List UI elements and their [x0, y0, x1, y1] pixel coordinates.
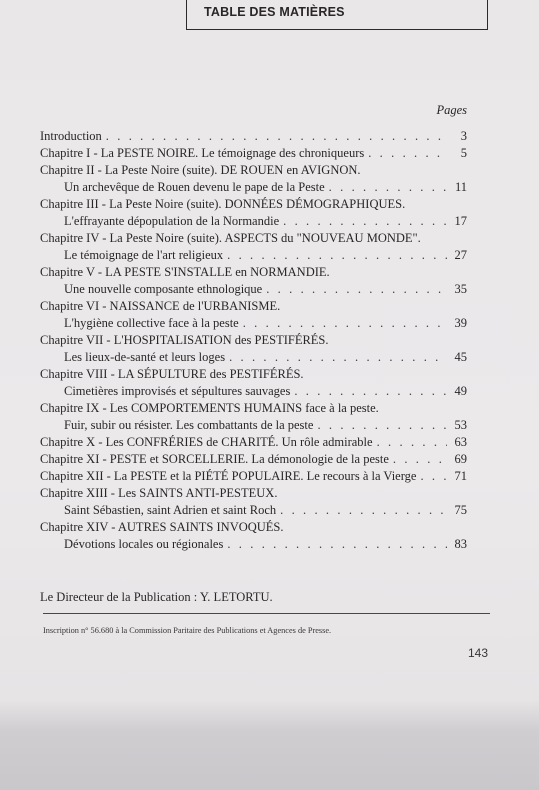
pages-column-label: Pages	[436, 103, 467, 117]
toc-entry-text: Saint Sébastien, saint Adrien et saint Roch	[64, 503, 277, 517]
toc-entry	[40, 434, 467, 451]
toc-entry-heading	[40, 162, 467, 179]
toc-page-number: 63	[454, 435, 467, 449]
toc-entry-text: Dévotions locales ou régionales	[64, 537, 224, 551]
dot-leader	[317, 417, 447, 434]
toc-page-number: 49	[454, 384, 467, 398]
toc-entry	[40, 230, 467, 264]
toc-entry-text: Chapitre VII - L'HOSPITALISATION des PESTIFÉRÉS.	[40, 333, 329, 347]
toc-entry-text: Chapitre X - Les CONFRÉRIES de CHARITÉ. Un rôle admirable	[40, 435, 373, 449]
toc-entry-heading	[40, 196, 467, 213]
dot-leader	[393, 451, 447, 468]
toc-entry-text: Chapitre XIV - AUTRES SAINTS INVOQUÉS.	[40, 520, 284, 534]
toc-entry-text: Chapitre VIII - LA SÉPULTURE des PESTIFÉRÉS.	[40, 367, 304, 381]
toc-page-number: 17	[454, 214, 467, 228]
table-of-contents	[40, 128, 467, 553]
toc-entry-subtitle	[40, 502, 467, 519]
dot-leader	[377, 434, 447, 451]
toc-entry-text: L'hygiène collective face à la peste	[64, 316, 239, 330]
toc-entry-subtitle	[40, 417, 467, 434]
toc-page-number: 71	[454, 469, 467, 483]
toc-entry	[40, 162, 467, 196]
dot-leader	[227, 247, 447, 264]
toc-entry-heading	[40, 264, 467, 281]
toc-entry	[40, 128, 467, 145]
dot-leader	[294, 383, 447, 400]
toc-entry	[40, 145, 467, 162]
toc-entry-subtitle	[40, 247, 467, 264]
toc-entry-text: Chapitre XIII - Les SAINTS ANTI-PESTEUX.	[40, 486, 278, 500]
divider-rule	[43, 613, 490, 614]
toc-entry-subtitle	[40, 349, 467, 366]
toc-page-number: 5	[460, 146, 467, 160]
toc-entry	[40, 264, 467, 298]
dot-leader	[420, 468, 447, 485]
toc-entry	[40, 366, 467, 400]
toc-entry-subtitle	[40, 536, 467, 553]
dot-leader	[368, 145, 447, 162]
toc-entry-text: Chapitre XI - PESTE et SORCELLERIE. La démonologie de la peste	[40, 452, 389, 466]
page-number: 143	[468, 646, 489, 660]
toc-page-number: 53	[454, 418, 467, 432]
toc-page-number: 35	[454, 282, 467, 296]
dot-leader	[227, 536, 447, 553]
toc-entry-heading	[40, 145, 467, 162]
toc-entry-text: Cimetières improvisés et sépultures sauvages	[64, 384, 291, 398]
toc-entry-text: Fuir, subir ou résister. Les combattants de la peste	[64, 418, 314, 432]
toc-entry	[40, 468, 467, 485]
toc-page-number: 69	[454, 452, 467, 466]
toc-entry-text: Les lieux-de-santé et leurs loges	[64, 350, 226, 364]
page-shadow	[0, 700, 539, 790]
toc-entry-heading	[40, 468, 467, 485]
toc-entry-subtitle	[40, 315, 467, 332]
dot-leader	[106, 128, 447, 145]
toc-page-number: 83	[454, 537, 467, 551]
toc-entry-text: Chapitre IV - La Peste Noire (suite). ASPECTS du "NOUVEAU MONDE".	[40, 231, 421, 245]
toc-entry-heading	[40, 485, 467, 502]
toc-entry-text: Chapitre II - La Peste Noire (suite). DE ROUEN en AVIGNON.	[40, 163, 361, 177]
toc-page-number: 11	[454, 180, 467, 194]
toc-entry	[40, 298, 467, 332]
toc-entry-heading	[40, 332, 467, 349]
toc-entry-heading	[40, 128, 467, 145]
toc-entry-heading	[40, 230, 467, 247]
toc-entry	[40, 332, 467, 366]
toc-entry-text: Chapitre I - La PESTE NOIRE. Le témoignage des chroniqueurs	[40, 146, 365, 160]
toc-entry-heading	[40, 366, 467, 383]
toc-entry-text: Un archevêque de Rouen devenu le pape de la Peste	[64, 180, 325, 194]
toc-page-number: 27	[454, 248, 467, 262]
toc-page-number: 45	[454, 350, 467, 364]
dot-leader	[329, 179, 447, 196]
toc-entry-text: L'effrayante dépopulation de la Normandie	[64, 214, 280, 228]
toc-entry	[40, 196, 467, 230]
toc-entry-text: Chapitre III - La Peste Noire (suite). DONNÉES DÉMOGRAPHIQUES.	[40, 197, 406, 211]
toc-entry-heading	[40, 434, 467, 451]
toc-entry-heading	[40, 400, 467, 417]
toc-entry-text: Chapitre VI - NAISSANCE de l'URBANISME.	[40, 299, 281, 313]
toc-entry-text: Chapitre IX - Les COMPORTEMENTS HUMAINS face à la peste.	[40, 401, 379, 415]
toc-entry-heading	[40, 519, 467, 536]
dot-leader	[266, 281, 447, 298]
toc-entry-heading	[40, 451, 467, 468]
toc-entry-text: Chapitre XII - La PESTE et la PIÉTÉ POPULAIRE. Le recours à la Vierge	[40, 469, 417, 483]
toc-entry-subtitle	[40, 383, 467, 400]
dot-leader	[280, 502, 447, 519]
dot-leader	[243, 315, 447, 332]
toc-page-number: 3	[460, 129, 467, 143]
toc-entry-text: Chapitre V - LA PESTE S'INSTALLE en NORMANDIE.	[40, 265, 330, 279]
toc-entry-text: Une nouvelle composante ethnologique	[64, 282, 263, 296]
toc-entry-subtitle	[40, 281, 467, 298]
toc-page-number: 75	[454, 503, 467, 517]
director-line: Le Directeur de la Publication : Y. LETORTU.	[40, 590, 273, 604]
page-title: TABLE DES MATIÈRES	[204, 5, 345, 19]
toc-entry-heading	[40, 298, 467, 315]
toc-entry-subtitle	[40, 179, 467, 196]
toc-entry-subtitle	[40, 213, 467, 230]
toc-entry-text: Introduction	[40, 129, 102, 143]
toc-page-number: 39	[454, 316, 467, 330]
dot-leader	[229, 349, 447, 366]
toc-entry	[40, 485, 467, 519]
inscription-note: Inscription n° 56.680 à la Commission Paritaire des Publications et Agences de Presse.	[43, 626, 332, 635]
toc-entry-text: Le témoignage de l'art religieux	[64, 248, 224, 262]
toc-entry	[40, 400, 467, 434]
toc-entry	[40, 451, 467, 468]
toc-entry	[40, 519, 467, 553]
dot-leader	[283, 213, 447, 230]
